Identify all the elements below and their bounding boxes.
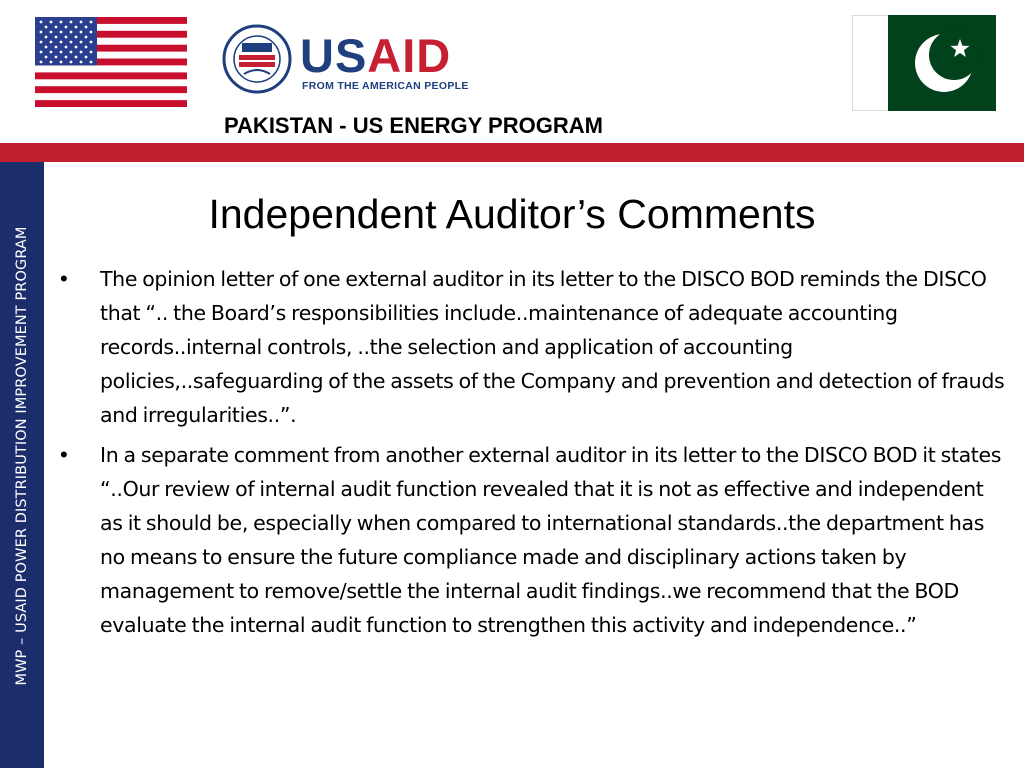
- sidebar-vertical-label: MWP – USAID POWER DISTRIBUTION IMPROVEMENT PROGRAM: [14, 226, 30, 686]
- bullet-item: [60, 262, 1010, 432]
- bullet-marker: •: [60, 266, 68, 291]
- bullet-text: In a separate comment from another external auditor in its letter to the DISCO BOD it states “..Our review of internal audit function revealed that it is not as effective and independent as it should be, especially when compared to international standards..the department has no means to ensure the future compliance made and disciplinary actions taken by management to remove/settle the internal audit findings..we recommend that the BOD evaluate the internal audit function to strengthen this activity and independence..”: [100, 443, 1002, 637]
- bullet-list: [60, 262, 1010, 648]
- bullet-marker: •: [60, 442, 68, 467]
- pakistan-flag-icon: [852, 15, 996, 111]
- header-red-bar: [0, 143, 1024, 162]
- usaid-seal-icon: [222, 24, 292, 94]
- us-flag-icon: [35, 17, 187, 107]
- slide-title: Independent Auditor’s Comments: [208, 191, 816, 237]
- usaid-wordmark: [300, 29, 452, 82]
- bullet-item: [60, 438, 1010, 642]
- usaid-tagline: FROM THE AMERICAN PEOPLE: [302, 80, 469, 92]
- usaid-us-text: US: [300, 29, 368, 82]
- usaid-aid-text: AID: [367, 29, 452, 82]
- program-title: PAKISTAN - US ENERGY PROGRAM: [224, 113, 603, 138]
- bullet-text: The opinion letter of one external auditor in its letter to the DISCO BOD reminds the DISCO that “.. the Board’s responsibilities include..maintenance of adequate accounting records..internal controls, ..the selection and application of accounting policies,..safeguarding of the assets of the Company and prevention and detection of frauds and irregularities..”.: [100, 267, 1005, 427]
